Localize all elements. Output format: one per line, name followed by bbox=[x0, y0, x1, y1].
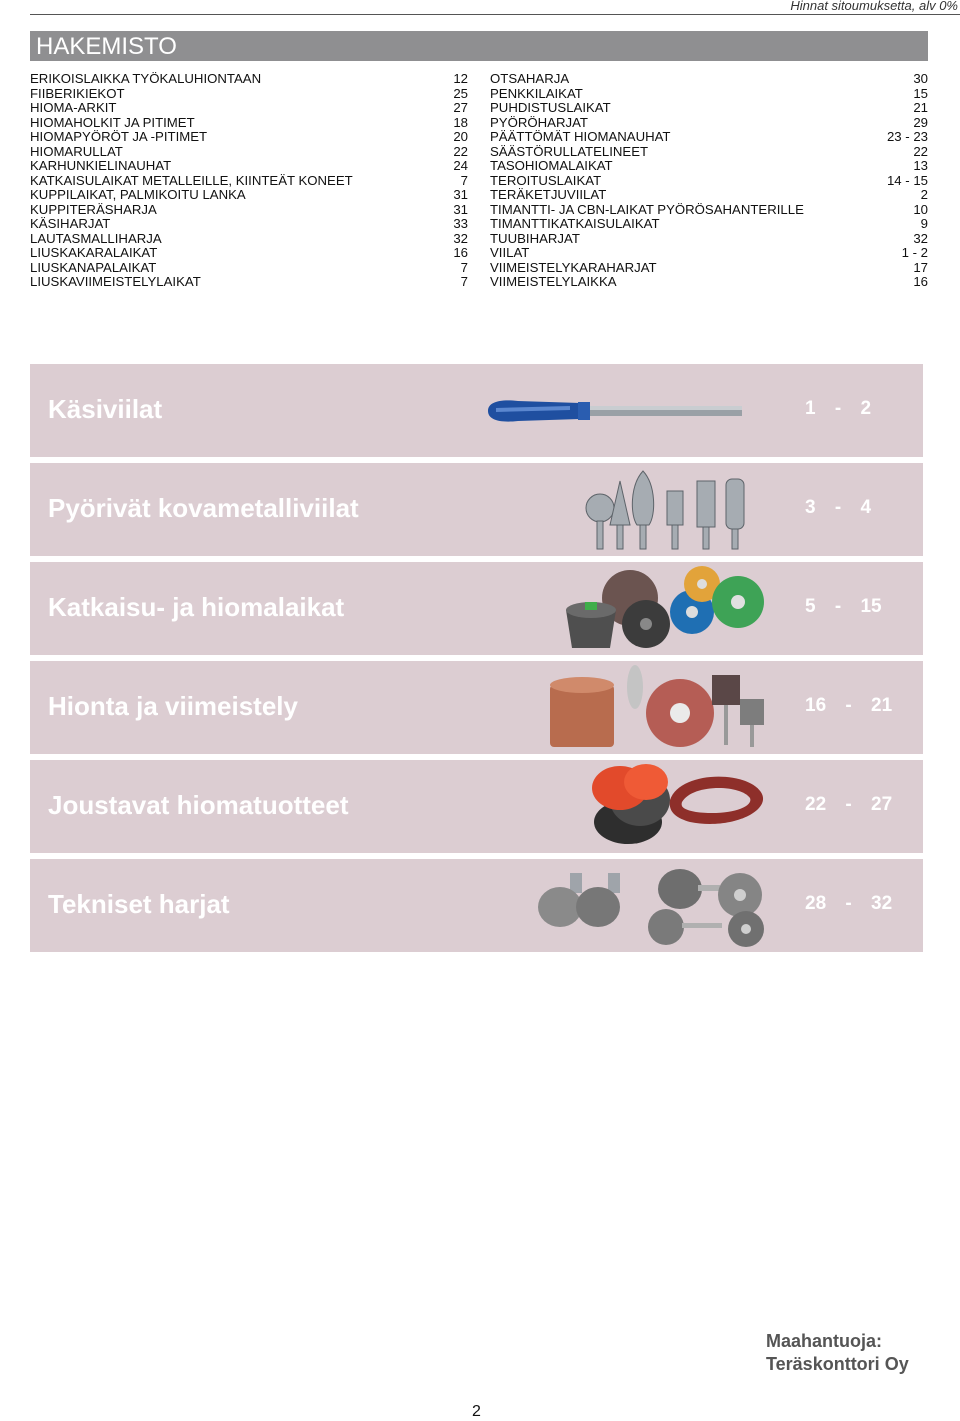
index-entry-page: 2 bbox=[920, 187, 928, 202]
index-entry bbox=[30, 217, 468, 232]
index-column-right bbox=[490, 72, 928, 290]
index-entry-label: KUPPILAIKAT, PALMIKOITU LANKA bbox=[30, 187, 246, 202]
index-entry-label: VIILAT bbox=[490, 245, 530, 260]
category-grinding-finishing[interactable] bbox=[30, 661, 923, 754]
index-entry-label: TIMANTTI- JA CBN-LAIKAT PYÖRÖSAHANTERILLE bbox=[490, 201, 804, 217]
index-entry-label: TASOHIOMALAIKAT bbox=[490, 158, 613, 173]
index-entry-page: 18 bbox=[453, 114, 468, 130]
index-entry-page: 14 - 15 bbox=[886, 172, 928, 188]
index-entry-label: VIIMEISTELYKARAHARJAT bbox=[490, 259, 657, 275]
index-entry-label: KUPPITERÄSHARJA bbox=[30, 201, 157, 217]
index-entry-page: 10 bbox=[913, 201, 928, 217]
index-entry-label: LIUSKAVIIMEISTELYLAIKAT bbox=[30, 274, 201, 289]
index-entry bbox=[30, 261, 468, 276]
index-entry bbox=[30, 203, 468, 218]
grinding-disc-icon bbox=[470, 562, 770, 655]
index-entry-label: TIMANTTIKATKAISULAIKAT bbox=[490, 216, 660, 231]
header-divider bbox=[30, 14, 960, 15]
index-entry bbox=[30, 130, 468, 145]
index-entry bbox=[490, 217, 928, 232]
index-entry-page: 7 bbox=[460, 259, 468, 275]
category-hand-files[interactable] bbox=[30, 364, 923, 457]
index-entry-label: VIIMEISTELYLAIKKA bbox=[490, 274, 617, 289]
index-entry-page: 13 bbox=[913, 158, 928, 173]
category-pages: 1 - 2 bbox=[805, 398, 872, 419]
index-entry-page: 30 bbox=[913, 71, 928, 86]
index-entry-page: 27 bbox=[453, 100, 468, 115]
importer-company: Teräskonttori Oy bbox=[766, 1354, 909, 1374]
index-entry-page: 1 - 2 bbox=[901, 245, 928, 260]
index-entry-page: 16 bbox=[913, 274, 928, 289]
index-entry bbox=[490, 72, 928, 87]
index-entry-label: HIOMA-ARKIT bbox=[30, 100, 117, 115]
index-entry-label: PYÖRÖHARJAT bbox=[490, 114, 588, 130]
index-entry-page: 20 bbox=[453, 129, 468, 144]
index-entry bbox=[490, 159, 928, 174]
index-column-left bbox=[30, 72, 468, 290]
category-title: Joustavat hiomatuotteet bbox=[48, 790, 349, 820]
category-list bbox=[30, 364, 923, 958]
index-entry-page: 7 bbox=[460, 172, 468, 188]
index-entry-label: LAUTASMALLIHARJA bbox=[30, 230, 162, 246]
index-entry-label: SÄÄSTÖRULLATELINEET bbox=[490, 143, 649, 159]
category-pages: 5 - 15 bbox=[805, 596, 882, 617]
index-entry-label: HIOMARULLAT bbox=[30, 143, 123, 159]
index-entry-label: FIIBERIKIEKOT bbox=[30, 85, 125, 101]
index-entry-label: TUUBIHARJAT bbox=[490, 230, 580, 246]
category-title: Pyörivät kovametalliviilat bbox=[48, 493, 359, 523]
category-title: Katkaisu- ja hiomalaikat bbox=[48, 592, 345, 622]
index-entry bbox=[490, 116, 928, 131]
index-entry-page: 29 bbox=[913, 114, 928, 130]
category-technical-brushes[interactable] bbox=[30, 859, 923, 952]
index-entry bbox=[490, 246, 928, 261]
index-entry-page: 25 bbox=[453, 85, 468, 101]
importer-info bbox=[766, 1330, 909, 1376]
index-entry-label: KARHUNKIELINAUHAT bbox=[30, 158, 172, 173]
index-entry bbox=[30, 159, 468, 174]
index-entry bbox=[490, 275, 928, 290]
category-pages: 22 - 27 bbox=[805, 794, 893, 815]
index-title: HAKEMISTO bbox=[30, 31, 928, 61]
index-entry-page: 22 bbox=[453, 143, 468, 159]
index-entry-label: LIUSKAKARALAIKAT bbox=[30, 245, 158, 260]
index-entry-label: HIOMAPYÖRÖT JA -PITIMET bbox=[30, 129, 208, 144]
index-entry bbox=[30, 101, 468, 116]
index-entry-label: OTSAHARJA bbox=[490, 71, 570, 86]
index-entry-page: 12 bbox=[453, 71, 468, 86]
index-entry-label: PUHDISTUSLAIKAT bbox=[490, 100, 611, 115]
category-pages: 28 - 32 bbox=[805, 893, 893, 914]
index-entry-label: PENKKILAIKAT bbox=[490, 85, 583, 101]
index-entry bbox=[490, 145, 928, 160]
index-entry-page: 32 bbox=[453, 230, 468, 246]
category-title: Käsiviilat bbox=[48, 394, 163, 424]
index-entry bbox=[490, 188, 928, 203]
index-entry-page: 22 bbox=[913, 143, 928, 159]
index-entry-page: 24 bbox=[453, 158, 468, 173]
index-entry-label: PÄÄTTÖMÄT HIOMANAUHAT bbox=[490, 129, 671, 144]
index-entry bbox=[490, 174, 928, 189]
category-title: Tekniset harjat bbox=[48, 889, 230, 919]
category-flexible-abrasives[interactable] bbox=[30, 760, 923, 853]
wire-brush-icon bbox=[470, 859, 770, 952]
flap-wheel-icon bbox=[470, 661, 770, 754]
abrasive-belt-icon bbox=[470, 760, 770, 853]
index-entry-label: ERIKOISLAIKKA TYÖKALUHIONTAAN bbox=[30, 71, 262, 86]
index-entry bbox=[490, 101, 928, 116]
index-entry-page: 21 bbox=[913, 100, 928, 115]
index-entry-page: 9 bbox=[920, 216, 928, 231]
index-entry-page: 23 - 23 bbox=[886, 129, 928, 144]
index-entry-page: 31 bbox=[453, 201, 468, 217]
index-entry-label: TERÄKETJUVIILAT bbox=[490, 187, 607, 202]
index-entry bbox=[30, 246, 468, 261]
index-entry-page: 33 bbox=[453, 216, 468, 231]
index-entry bbox=[490, 232, 928, 247]
index-entry bbox=[490, 130, 928, 145]
category-title: Hionta ja viimeistely bbox=[48, 691, 298, 721]
index-entry-label: TEROITUSLAIKAT bbox=[490, 172, 602, 188]
page-number: 2 bbox=[472, 1403, 481, 1420]
index-entry-page: 15 bbox=[913, 85, 928, 101]
index-entry bbox=[30, 72, 468, 87]
category-cutting-discs[interactable] bbox=[30, 562, 923, 655]
index-entry bbox=[490, 261, 928, 276]
index-entry-label: KÄSIHARJAT bbox=[30, 216, 111, 231]
category-pages: 3 - 4 bbox=[805, 497, 872, 518]
index-entry-page: 7 bbox=[460, 274, 468, 289]
index-entry-label: HIOMAHOLKIT JA PITIMET bbox=[30, 114, 195, 130]
index-entry-label: KATKAISULAIKAT METALLEILLE, KIINTEÄT KONEET bbox=[30, 172, 353, 188]
importer-label: Maahantuoja: bbox=[766, 1331, 883, 1351]
index-entry-page: 32 bbox=[913, 230, 928, 246]
index-entry bbox=[30, 188, 468, 203]
index-entry bbox=[490, 203, 928, 218]
index-entry-page: 16 bbox=[453, 245, 468, 260]
index-entry-page: 31 bbox=[453, 187, 468, 202]
price-disclaimer: Hinnat sitoumuksetta, alv 0% bbox=[790, 0, 958, 13]
index-entry bbox=[30, 116, 468, 131]
index-entry bbox=[30, 275, 468, 290]
hand-file-icon bbox=[470, 364, 770, 457]
index-entry-label: LIUSKANAPALAIKAT bbox=[30, 259, 157, 275]
index-entry bbox=[30, 232, 468, 247]
index-entry bbox=[490, 87, 928, 102]
index-entry-page: 17 bbox=[913, 259, 928, 275]
index-entry bbox=[30, 87, 468, 102]
index-entry bbox=[30, 174, 468, 189]
index-entry bbox=[30, 145, 468, 160]
category-pages: 16 - 21 bbox=[805, 695, 893, 716]
category-carbide-burrs[interactable] bbox=[30, 463, 923, 556]
carbide-burr-icon bbox=[470, 463, 770, 556]
